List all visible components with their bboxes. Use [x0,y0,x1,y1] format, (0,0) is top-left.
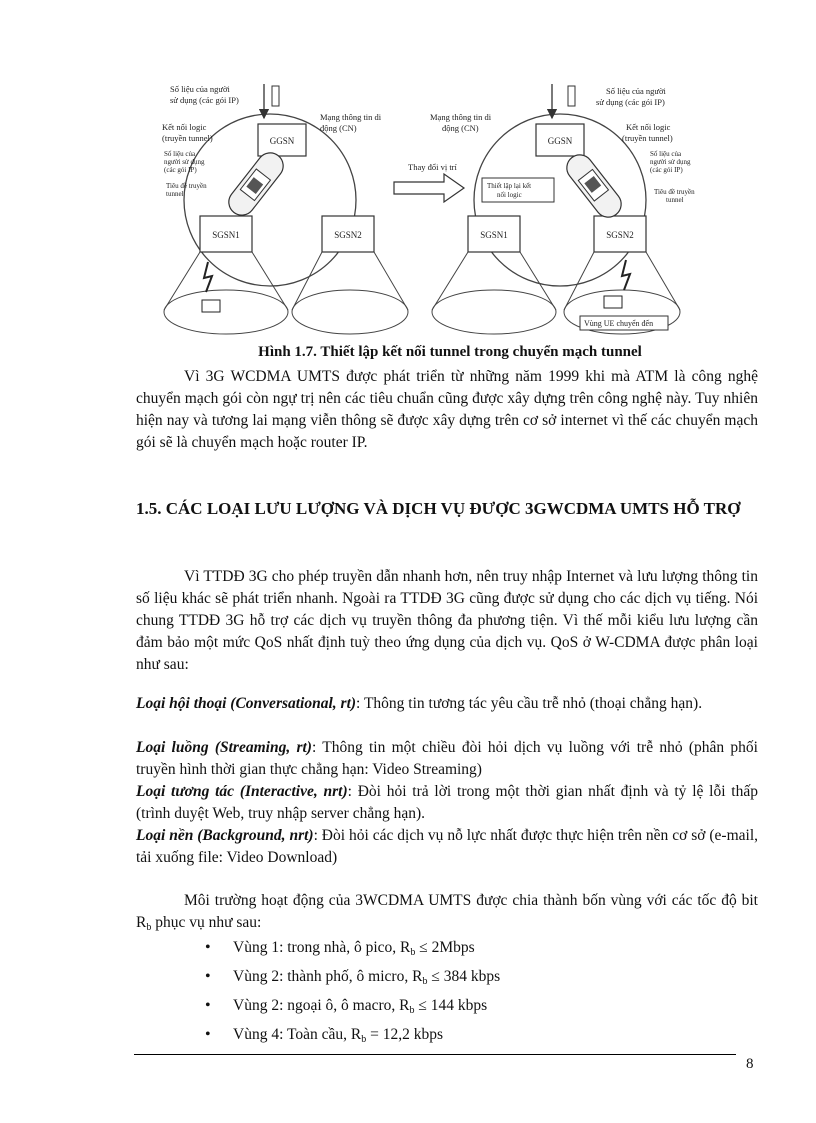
zone-rate: ≤ 144 kbps [414,997,488,1014]
zone-text: Vùng 2: thành phố, ô micro, R [233,968,423,985]
paragraph-environment [136,890,758,939]
zone-item [205,1023,500,1052]
cell-area-left-1 [164,290,288,334]
ggsn-label-right: GGSN [547,136,573,146]
radio-link-icon-left [204,262,212,292]
page-number: 8 [746,1056,754,1072]
qos-class-term: Loại nền (Background, nrt) [136,827,314,844]
zone-rate: ≤ 384 kbps [427,968,501,985]
change-position-arrow [394,162,464,202]
zone-rate: ≤ 2Mbps [415,939,475,956]
packet-icon-right [568,86,575,106]
qos-class-streaming [136,737,758,781]
diagram-left [162,84,408,334]
cell-beam-left-2 [292,252,408,310]
logic-link-label-right: Kết nối logic (truyền tunnel) [622,122,673,143]
zone-list [205,936,500,1052]
logic-link-label-left: Kết nối logic (truyền tunnel) [162,122,213,143]
figure-caption: Hình 1.7. Thiết lập kết nối tunnel trong chuyển mạch tunnel [258,344,642,360]
zone-text: Vùng 1: trong nhà, ô pico, R [233,939,411,956]
cell-area-right-1 [432,290,556,334]
section-heading: 1.5. CÁC LOẠI LƯU LƯỢNG VÀ DỊCH VỤ ĐƯỢC 3GWCDMA UMTS HỖ TRỢ [136,499,741,518]
sgsn1-label-right: SGSN1 [480,230,508,240]
network-label-right: Mạng thông tin di động (CN) [430,112,492,133]
qos-class-conversational [136,693,758,715]
re-establish-label: Thiết lập lại kết nối logic [487,182,532,199]
qos-class-term: Loại hội thoại (Conversational, rt) [136,695,357,712]
packet-icon-left [272,86,279,106]
zone-item [205,936,500,965]
radio-link-icon-right [622,260,630,290]
change-position-label: Thay đổi vị trí [408,162,457,172]
env-text-start: Môi trường hoạt động của 3WCDMA UMTS được chia thành bốn vùng với các tốc độ bit R [136,892,758,931]
diagram-right [430,84,696,334]
cell-beam-left-1 [164,252,288,310]
cell-beam-right-1 [432,252,556,310]
tunnel-data-label-left: Số liệu của người sử dụng (các gói IP) [164,150,205,174]
ue-terminal-icon-right [604,296,622,308]
tunnel-header-label-right: Tiêu đề truyền tunnel [654,188,695,204]
bitrate-subscript: b [146,922,152,933]
bitrate-subscript: b [409,1005,415,1016]
tunnel-diagram [160,82,730,344]
zone-item [205,994,500,1023]
footer-rule [134,1054,736,1055]
user-data-label-right: Số liệu của người sử dụng (các gói IP) [596,86,666,107]
qos-class-desc: : Đòi hỏi trả lời trong một thời gian nhất định và tỷ lệ lỗi thấp (trình duyệt Web, truy nhập server chẳng hạn). [136,783,758,822]
ue-area-label: Vùng UE chuyển đến [584,319,654,328]
cell-area-left-2 [292,290,408,334]
qos-class-background [136,825,758,869]
paragraph-atm: Vì 3G WCDMA UMTS được phát triển từ những năm 1999 khi mà ATM là công nghệ chuyển mạch gói còn ngự trị nên các tiêu chuẩn cũng được xây dựng trên công nghệ này. Tuy nhiên hiện nay và tương lai mạng viễn thông sẽ được xây dựng trên cơ sở internet vì thế các chuyển mạch gói sẽ là chuyển mạch hoặc router IP. [136,368,758,451]
ggsn-label-left: GGSN [269,136,295,146]
zone-rate: = 12,2 kbps [366,1026,443,1043]
ue-terminal-icon-left [202,300,220,312]
env-text-end: phục vụ như sau: [151,914,262,931]
qos-class-term: Loại tương tác (Interactive, nrt) [136,783,348,800]
network-label-left: Mạng thông tin di động (CN) [320,112,382,133]
paragraph-traffic: Vì TTDĐ 3G cho phép truyền dẫn nhanh hơn, nên truy nhập Internet và lưu lượng thông tin số liệu khác sẽ phát triển nhanh. Ngoài ra TTDĐ 3G cũng được sử dụng cho các dịch vụ tiếng. Nói chung TTDĐ 3G hỗ trợ các dịch vụ truyền thông đa phương tiện. Vì thế mỗi kiểu lưu lượng cần đảm bảo một mức QoS nhất định tuỳ theo ứng dụng của dịch vụ. QoS ở W-CDMA được phân loại như sau: [136,568,758,673]
bitrate-subscript: b [422,976,428,987]
zone-text: Vùng 4: Toàn cầu, R [233,1026,362,1043]
qos-class-desc: : Đòi hỏi các dịch vụ nỗ lực nhất được thực hiện trên nền cơ sở (e-mail, tải xuống file: Video Download) [136,827,759,866]
bitrate-subscript: b [410,947,416,958]
user-data-label-left: Số liệu của người sử dụng (các gói IP) [170,84,239,105]
qos-class-desc: : Thông tin một chiều đòi hỏi dịch vụ luồng với trễ nhỏ (phân phối truyền hình thời gian thực chẳng hạn: Video Streaming) [136,739,758,778]
qos-class-interactive [136,781,758,825]
qos-class-term: Loại luồng (Streaming, rt) [136,739,312,756]
tunnel-data-label-right: Số liệu của người sử dụng (các gói IP) [650,150,691,174]
sgsn2-label-left: SGSN2 [334,230,362,240]
tunnel-header-label-left: Tiêu đề truyền tunnel [166,182,207,198]
zone-item [205,965,500,994]
tunnel-pipe-left [224,148,289,221]
zone-text: Vùng 2: ngoại ô, ô macro, R [233,997,410,1014]
qos-class-desc: : Thông tin tương tác yêu cầu trễ nhỏ (thoại chẳng hạn). [356,695,703,712]
sgsn1-label-left: SGSN1 [212,230,240,240]
tunnel-pipe-right [562,150,627,223]
bitrate-subscript: b [361,1034,367,1045]
sgsn2-label-right: SGSN2 [606,230,634,240]
